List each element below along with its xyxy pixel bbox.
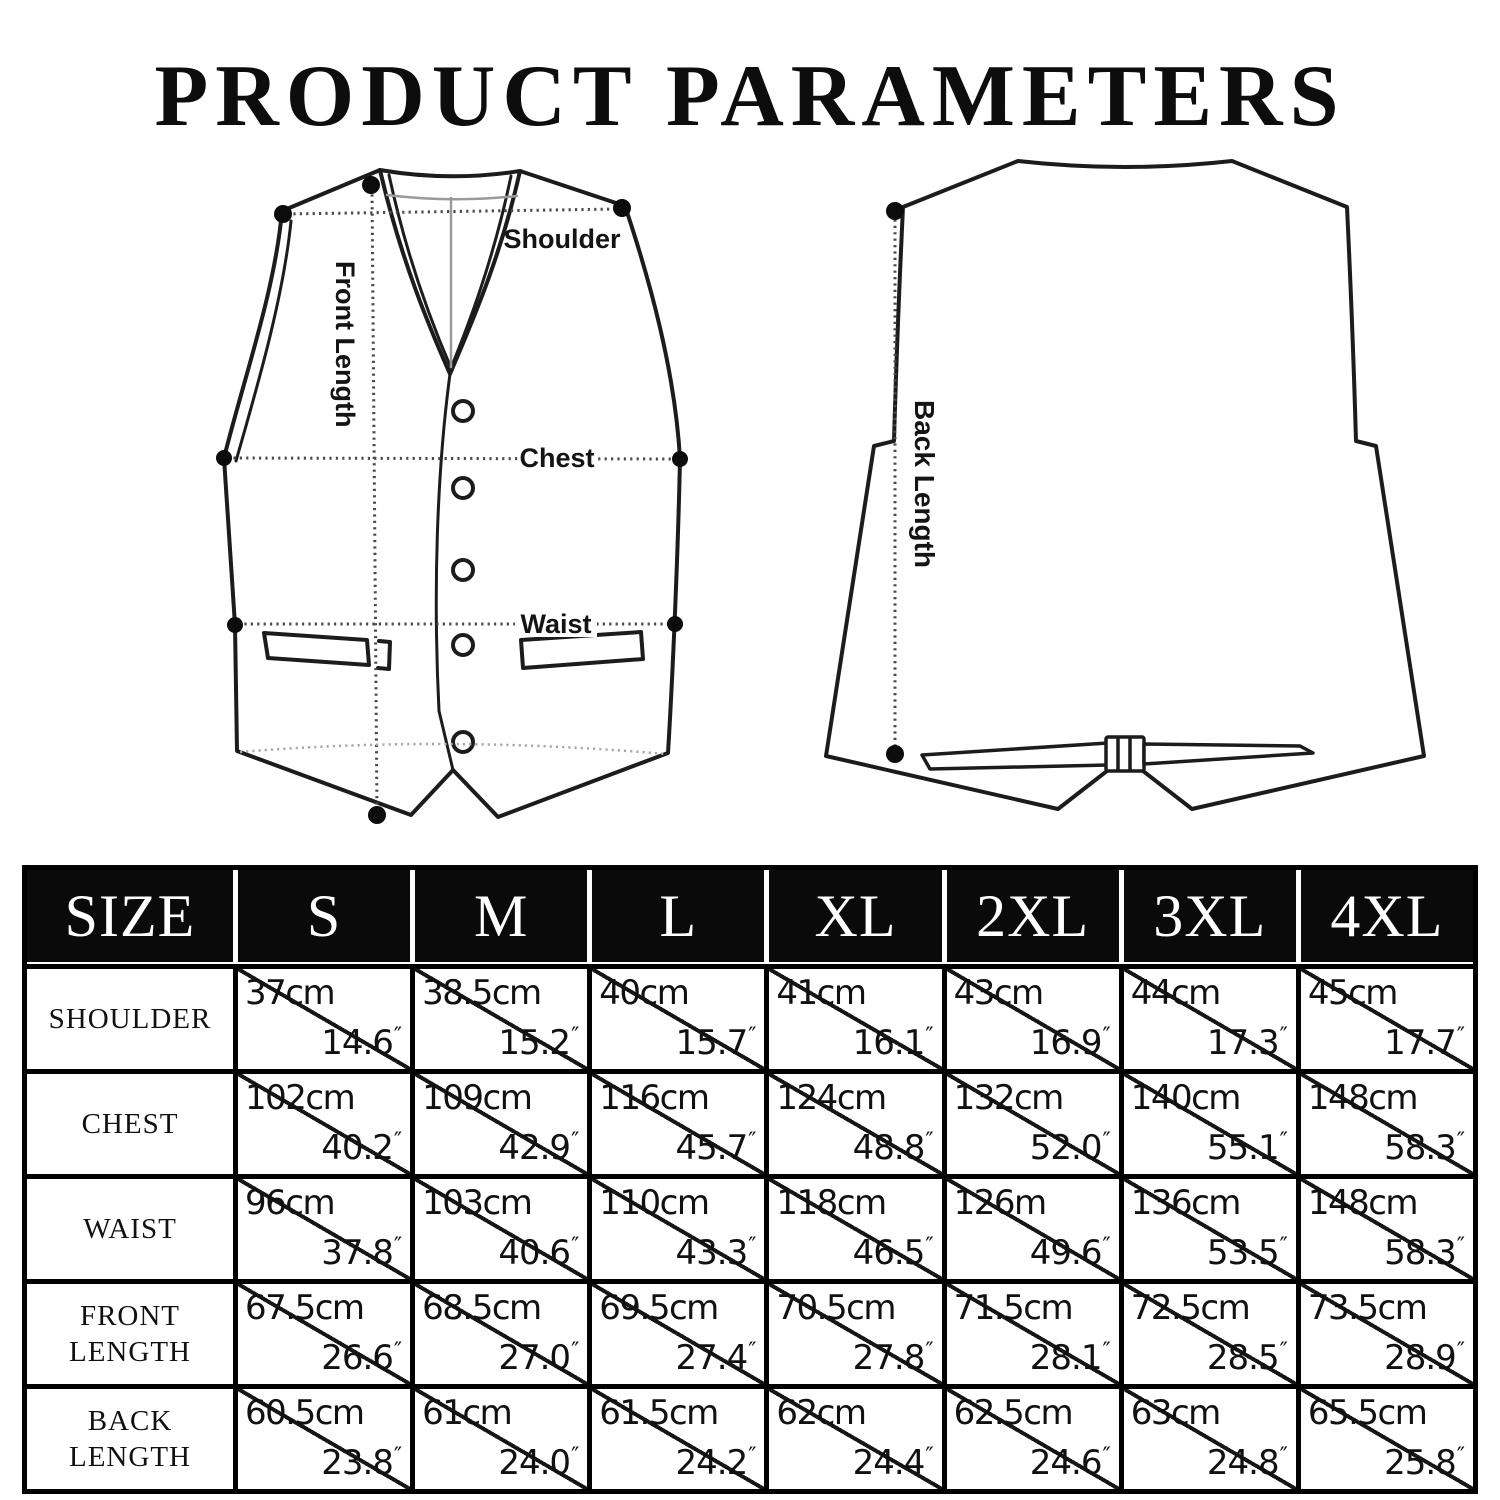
size-cell-front-length-3xl <box>1124 1284 1296 1384</box>
size-cell-shoulder-l <box>592 969 764 1069</box>
size-cell-front-length-s <box>238 1284 410 1384</box>
cm-value: 126m <box>953 1183 1046 1223</box>
inch-mark: ″ <box>393 1024 402 1049</box>
inch-value <box>676 1128 756 1168</box>
cm-value: 41cm <box>776 973 866 1013</box>
cm-value: 60.5cm <box>245 1393 364 1433</box>
vest-diagrams <box>0 147 1500 853</box>
inch-value <box>676 1443 756 1483</box>
cm-value: 103cm <box>422 1183 532 1223</box>
cm-value: 63cm <box>1130 1393 1220 1433</box>
inch-value <box>1030 1443 1110 1483</box>
size-cell-front-length-m <box>415 1284 587 1384</box>
inch-mark: ″ <box>1102 1024 1110 1049</box>
size-cell-shoulder-2xl <box>947 969 1119 1069</box>
cm-value: 140cm <box>1130 1078 1240 1118</box>
button-icon <box>453 401 473 421</box>
inch-number: 27.8 <box>852 1338 925 1378</box>
cm-value: 73.5cm <box>1307 1288 1427 1328</box>
inch-mark: ″ <box>571 1024 579 1049</box>
inch-value <box>1207 1128 1287 1168</box>
inch-mark: ″ <box>1456 1024 1464 1049</box>
front-shoulder-label: Shoulder <box>503 224 621 254</box>
size-cell-waist-m <box>415 1179 587 1279</box>
cm-value: 109cm <box>422 1078 532 1118</box>
cm-value: 62cm <box>776 1393 866 1433</box>
size-cell-back-length-s <box>238 1389 410 1489</box>
inch-value <box>1207 1023 1287 1063</box>
inch-number: 45.7 <box>675 1128 748 1168</box>
cm-value: 124cm <box>776 1078 886 1118</box>
cm-value: 45cm <box>1307 973 1397 1013</box>
inch-mark: ″ <box>925 1024 933 1049</box>
cm-value: 43cm <box>953 973 1043 1013</box>
inch-number: 48.8 <box>852 1128 925 1168</box>
inch-value <box>1030 1338 1110 1378</box>
inch-value <box>498 1338 578 1378</box>
header-cell-m: M <box>415 870 587 962</box>
cm-value: 70.5cm <box>776 1288 895 1328</box>
cm-value: 61.5cm <box>599 1393 718 1433</box>
vest-front-diagram <box>205 151 725 841</box>
size-cell-front-length-l <box>592 1284 764 1384</box>
inch-number: 24.6 <box>1029 1443 1102 1483</box>
size-cell-chest-l <box>592 1074 764 1174</box>
vest-front-collar-top <box>380 170 520 176</box>
inch-mark: ″ <box>393 1444 402 1469</box>
row-label-front-length: FRONT LENGTH <box>27 1284 233 1384</box>
front-waist-label: Waist <box>520 609 592 639</box>
size-table <box>22 865 1478 1494</box>
inch-mark: ″ <box>1456 1339 1464 1364</box>
inch-mark: ″ <box>571 1234 579 1259</box>
vest-back-diagram <box>800 141 1450 831</box>
inch-number: 53.5 <box>1206 1233 1279 1273</box>
inch-mark: ″ <box>1102 1444 1110 1469</box>
inch-number: 25.8 <box>1384 1443 1456 1483</box>
inch-number: 43.3 <box>675 1233 748 1273</box>
cm-value: 69.5cm <box>599 1288 718 1328</box>
inch-mark: ″ <box>748 1024 756 1049</box>
inch-mark: ″ <box>1279 1234 1287 1259</box>
inch-number: 16.1 <box>852 1023 925 1063</box>
size-cell-back-length-l <box>592 1389 764 1489</box>
size-cell-back-length-3xl <box>1124 1389 1296 1489</box>
inch-number: 42.9 <box>498 1128 571 1168</box>
cm-value: 96cm <box>245 1183 335 1223</box>
inch-value <box>498 1233 578 1273</box>
inch-mark: ″ <box>1456 1444 1464 1469</box>
size-cell-waist-l <box>592 1179 764 1279</box>
inch-number: 23.8 <box>321 1443 393 1483</box>
cm-value: 148cm <box>1307 1183 1418 1223</box>
size-cell-waist-s <box>238 1179 410 1279</box>
size-cell-chest-2xl <box>947 1074 1119 1174</box>
size-cell-back-length-4xl <box>1301 1389 1473 1489</box>
header-cell-xl: XL <box>769 870 941 962</box>
inch-mark: ″ <box>1102 1339 1110 1364</box>
cm-value: 65.5cm <box>1307 1393 1427 1433</box>
size-cell-chest-m <box>415 1074 587 1174</box>
cm-value: 44cm <box>1130 973 1220 1013</box>
inch-value <box>853 1128 933 1168</box>
cm-value: 68.5cm <box>422 1288 541 1328</box>
inch-mark: ″ <box>1279 1024 1287 1049</box>
inch-number: 17.7 <box>1384 1023 1456 1063</box>
inch-number: 58.3 <box>1384 1128 1456 1168</box>
size-cell-back-length-xl <box>769 1389 941 1489</box>
inch-value <box>1384 1443 1464 1483</box>
inch-mark: ″ <box>571 1129 579 1154</box>
inch-number: 40.2 <box>321 1128 393 1168</box>
inch-mark: ″ <box>393 1129 402 1154</box>
inch-number: 24.4 <box>852 1443 925 1483</box>
inch-value <box>1384 1338 1464 1378</box>
size-cell-chest-s <box>238 1074 410 1174</box>
front-chest-label: Chest <box>519 443 595 473</box>
header-cell-3xl: 3XL <box>1124 870 1296 962</box>
inch-mark: ″ <box>1279 1339 1287 1364</box>
inch-value <box>1207 1443 1287 1483</box>
inch-mark: ″ <box>748 1339 756 1364</box>
header-cell-l: L <box>592 870 764 962</box>
inch-mark: ″ <box>925 1339 933 1364</box>
inch-value <box>853 1233 933 1273</box>
inch-mark: ″ <box>1102 1129 1110 1154</box>
inch-value <box>321 1128 401 1168</box>
front-length-label: Front Length <box>330 261 360 428</box>
cm-value: 38.5cm <box>422 973 541 1013</box>
inch-number: 14.6 <box>321 1023 393 1063</box>
inch-value <box>498 1128 578 1168</box>
inch-mark: ″ <box>1279 1444 1287 1469</box>
cm-value: 102cm <box>245 1078 355 1118</box>
cm-value: 110cm <box>599 1183 709 1223</box>
inch-number: 28.1 <box>1029 1338 1102 1378</box>
inch-mark: ″ <box>393 1339 402 1364</box>
inch-number: 55.1 <box>1206 1128 1279 1168</box>
inch-value <box>1384 1128 1464 1168</box>
inch-value <box>676 1338 756 1378</box>
cm-value: 37cm <box>245 973 335 1013</box>
inch-value <box>1207 1338 1287 1378</box>
inch-number: 27.4 <box>675 1338 748 1378</box>
inch-value <box>1384 1233 1464 1273</box>
page-title: PRODUCT PARAMETERS <box>154 48 1346 145</box>
inch-value <box>1030 1128 1110 1168</box>
size-cell-waist-3xl <box>1124 1179 1296 1279</box>
inch-number: 17.3 <box>1206 1023 1279 1063</box>
row-label-shoulder: SHOULDER <box>27 969 233 1069</box>
inch-mark: ″ <box>571 1444 579 1469</box>
size-cell-back-length-m <box>415 1389 587 1489</box>
inch-number: 16.9 <box>1029 1023 1102 1063</box>
size-cell-shoulder-3xl <box>1124 969 1296 1069</box>
inch-value <box>498 1023 578 1063</box>
size-cell-chest-4xl <box>1301 1074 1473 1174</box>
inch-mark: ″ <box>1279 1129 1287 1154</box>
cm-value: 116cm <box>599 1078 709 1118</box>
inch-mark: ″ <box>393 1234 402 1259</box>
row-label-back-length: BACK LENGTH <box>27 1389 233 1489</box>
inch-value <box>321 1233 401 1273</box>
cm-value: 132cm <box>953 1078 1063 1118</box>
inch-value <box>853 1443 933 1483</box>
size-cell-front-length-2xl <box>947 1284 1119 1384</box>
size-cell-shoulder-xl <box>769 969 941 1069</box>
inch-number: 28.5 <box>1206 1338 1279 1378</box>
inch-value <box>1030 1233 1110 1273</box>
inch-number: 24.8 <box>1206 1443 1279 1483</box>
row-label-chest: CHEST <box>27 1074 233 1174</box>
inch-value <box>1030 1023 1110 1063</box>
cm-value: 71.5cm <box>953 1288 1073 1328</box>
inch-value <box>321 1443 401 1483</box>
cm-value: 72.5cm <box>1130 1288 1250 1328</box>
header-cell-size: SIZE <box>27 870 233 962</box>
inch-value <box>498 1443 578 1483</box>
inch-number: 24.0 <box>498 1443 571 1483</box>
inch-mark: ″ <box>1456 1234 1464 1259</box>
header-cell-2xl: 2XL <box>947 870 1119 962</box>
inch-number: 58.3 <box>1384 1233 1456 1273</box>
cm-value: 40cm <box>599 973 689 1013</box>
inch-number: 15.2 <box>498 1023 571 1063</box>
inch-value <box>676 1023 756 1063</box>
size-cell-waist-xl <box>769 1179 941 1279</box>
size-cell-waist-2xl <box>947 1179 1119 1279</box>
inch-value <box>853 1338 933 1378</box>
cm-value: 67.5cm <box>245 1288 364 1328</box>
inch-value <box>1384 1023 1464 1063</box>
size-cell-waist-4xl <box>1301 1179 1473 1279</box>
inch-mark: ″ <box>1102 1234 1110 1259</box>
inch-number: 52.0 <box>1029 1128 1102 1168</box>
inch-number: 46.5 <box>852 1233 925 1273</box>
button-icon <box>453 478 473 498</box>
inch-mark: ″ <box>925 1234 933 1259</box>
size-cell-back-length-2xl <box>947 1389 1119 1489</box>
cm-value: 62.5cm <box>953 1393 1073 1433</box>
header-cell-4xl: 4XL <box>1301 870 1473 962</box>
size-cell-shoulder-s <box>238 969 410 1069</box>
inch-number: 24.2 <box>675 1443 748 1483</box>
cm-value: 148cm <box>1307 1078 1418 1118</box>
inch-value <box>676 1233 756 1273</box>
row-label-waist: WAIST <box>27 1179 233 1279</box>
inch-mark: ″ <box>748 1444 756 1469</box>
size-table-header <box>27 870 1473 962</box>
inch-mark: ″ <box>925 1444 933 1469</box>
inch-number: 26.6 <box>321 1338 393 1378</box>
inch-number: 15.7 <box>675 1023 748 1063</box>
inch-mark: ″ <box>925 1129 933 1154</box>
inch-number: 27.0 <box>498 1338 571 1378</box>
button-icon <box>453 635 473 655</box>
inch-mark: ″ <box>748 1234 756 1259</box>
inch-number: 28.9 <box>1384 1338 1456 1378</box>
inch-mark: ″ <box>748 1129 756 1154</box>
inch-number: 40.6 <box>498 1233 571 1273</box>
size-cell-front-length-4xl <box>1301 1284 1473 1384</box>
inch-value <box>321 1023 401 1063</box>
cm-value: 118cm <box>776 1183 886 1223</box>
size-cell-front-length-xl <box>769 1284 941 1384</box>
header-cell-s: S <box>238 870 410 962</box>
size-cell-chest-3xl <box>1124 1074 1296 1174</box>
button-icon <box>453 732 473 752</box>
back-belt-buckle <box>1106 737 1144 771</box>
back-length-label: Back Length <box>909 400 940 569</box>
inch-number: 37.8 <box>321 1233 393 1273</box>
size-cell-shoulder-4xl <box>1301 969 1473 1069</box>
size-cell-shoulder-m <box>415 969 587 1069</box>
inch-mark: ″ <box>571 1339 579 1364</box>
cm-value: 136cm <box>1130 1183 1240 1223</box>
inch-value <box>853 1023 933 1063</box>
size-cell-chest-xl <box>769 1074 941 1174</box>
cm-value: 61cm <box>422 1393 512 1433</box>
button-icon <box>453 560 473 580</box>
inch-number: 49.6 <box>1029 1233 1102 1273</box>
inch-mark: ″ <box>1456 1129 1464 1154</box>
size-table-body <box>27 964 1473 1489</box>
inch-value <box>321 1338 401 1378</box>
inch-value <box>1207 1233 1287 1273</box>
